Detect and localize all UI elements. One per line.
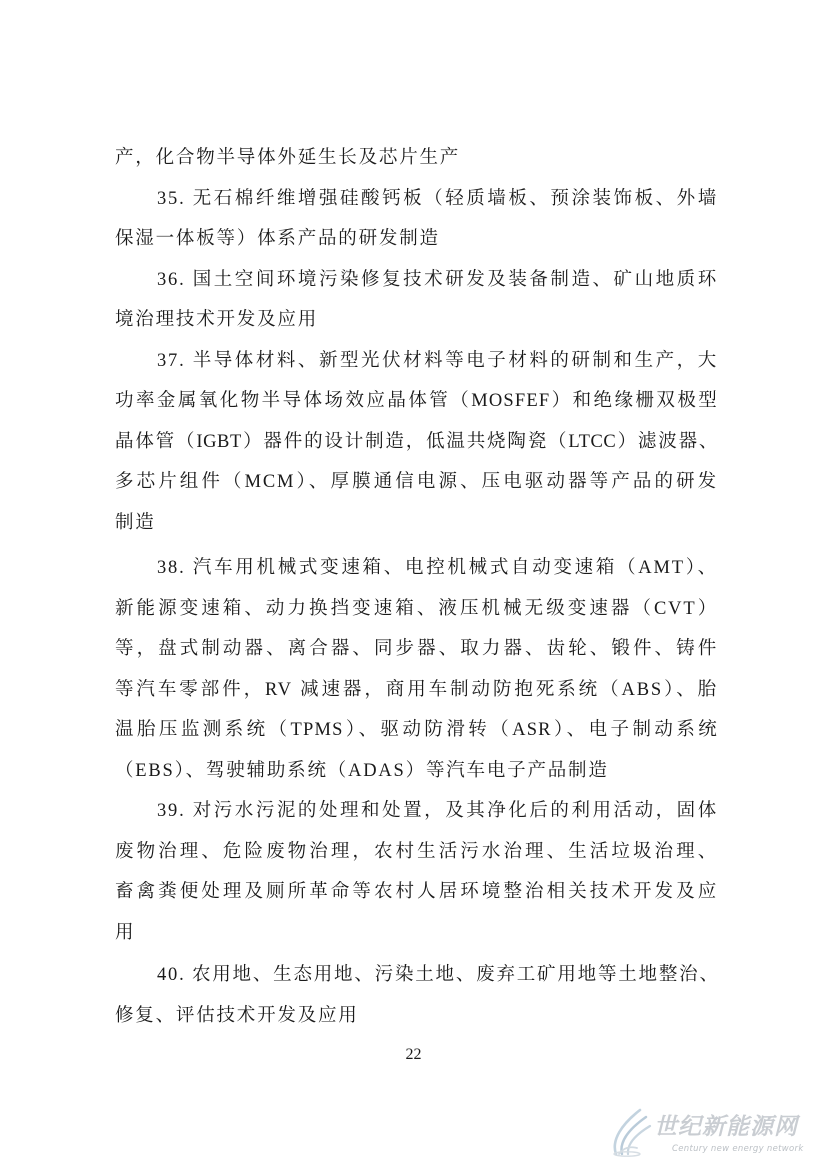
text-line: 保湿一体板等）体系产品的研发制造 (115, 229, 440, 249)
logo-swirl-icon (610, 1104, 654, 1158)
paragraph-item-38 (115, 548, 718, 791)
text-line: 境治理技术开发及应用 (115, 310, 319, 330)
text-line: 制造 (115, 512, 156, 533)
text-line: 新能源变速箱、动力换挡变速箱、液压机械无级变速器（CVT） (115, 598, 718, 619)
text-line: 38. 汽车用机械式变速箱、电控机械式自动变速箱（AMT）、 (157, 558, 718, 578)
watermark-name-cn: 世纪新能源网 (654, 1114, 798, 1140)
paragraph-item-37 (115, 341, 718, 544)
text-line: 用 (115, 922, 136, 943)
text-line: 产，化合物半导体外延生长及芯片生产 (115, 148, 461, 168)
body-text (115, 138, 718, 1036)
text-line: （EBS）、驾驶辅助系统（ADAS）等汽车电子产品制造 (115, 760, 609, 781)
text-line: 废物治理、危险废物治理，农村生活污水治理、生活垃圾治理、 (115, 841, 718, 862)
text-line: 等汽车零部件，RV 减速器，商用车制动防抱死系统（ABS）、胎 (115, 679, 718, 700)
text-line: 等，盘式制动器、离合器、同步器、取力器、齿轮、锻件、铸件 (115, 639, 718, 659)
text-line: 35. 无石棉纤维增强硅酸钙板（轻质墙板、预涂装饰板、外墙 (157, 188, 718, 209)
text-line: 40. 农用地、生态用地、污染土地、废弃工矿用地等土地整治、 (157, 965, 720, 985)
page-number: 22 (405, 1046, 422, 1063)
text-line: 畜禽粪便处理及厕所革命等农村人居环境整治相关技术开发及应 (115, 882, 718, 902)
text-line: 功率金属氧化物半导体场效应晶体管（MOSFEF）和绝缘栅双极型 (115, 391, 718, 411)
text-line: 39. 对污水污泥的处理和处置，及其净化后的利用活动，固体 (157, 801, 718, 821)
paragraph-item-36 (115, 260, 718, 341)
text-line: 多芯片组件（MCM）、厚膜通信电源、压电驱动器等产品的研发 (115, 472, 718, 492)
text-line: 修复、评估技术开发及应用 (115, 1005, 359, 1026)
text-line: 晶体管（IGBT）器件的设计制造，低温共烧陶瓷（LTCC）滤波器、 (115, 431, 718, 452)
paragraph-item-35 (115, 179, 718, 260)
watermark-name-en: Century new energy network (672, 1144, 804, 1154)
text-line: 36. 国土空间环境污染修复技术研发及装备制造、矿山地质环 (157, 269, 718, 290)
text-line: 温胎压监测系统（TPMS）、驱动防滑转（ASR）、电子制动系统 (115, 720, 718, 740)
text-line: 37. 半导体材料、新型光伏材料等电子材料的研制和生产，大 (157, 350, 718, 371)
paragraph-item-40 (115, 955, 718, 1036)
paragraph-continuation (115, 138, 718, 179)
paragraph-item-39 (115, 791, 718, 953)
watermark-logo (610, 1104, 817, 1160)
